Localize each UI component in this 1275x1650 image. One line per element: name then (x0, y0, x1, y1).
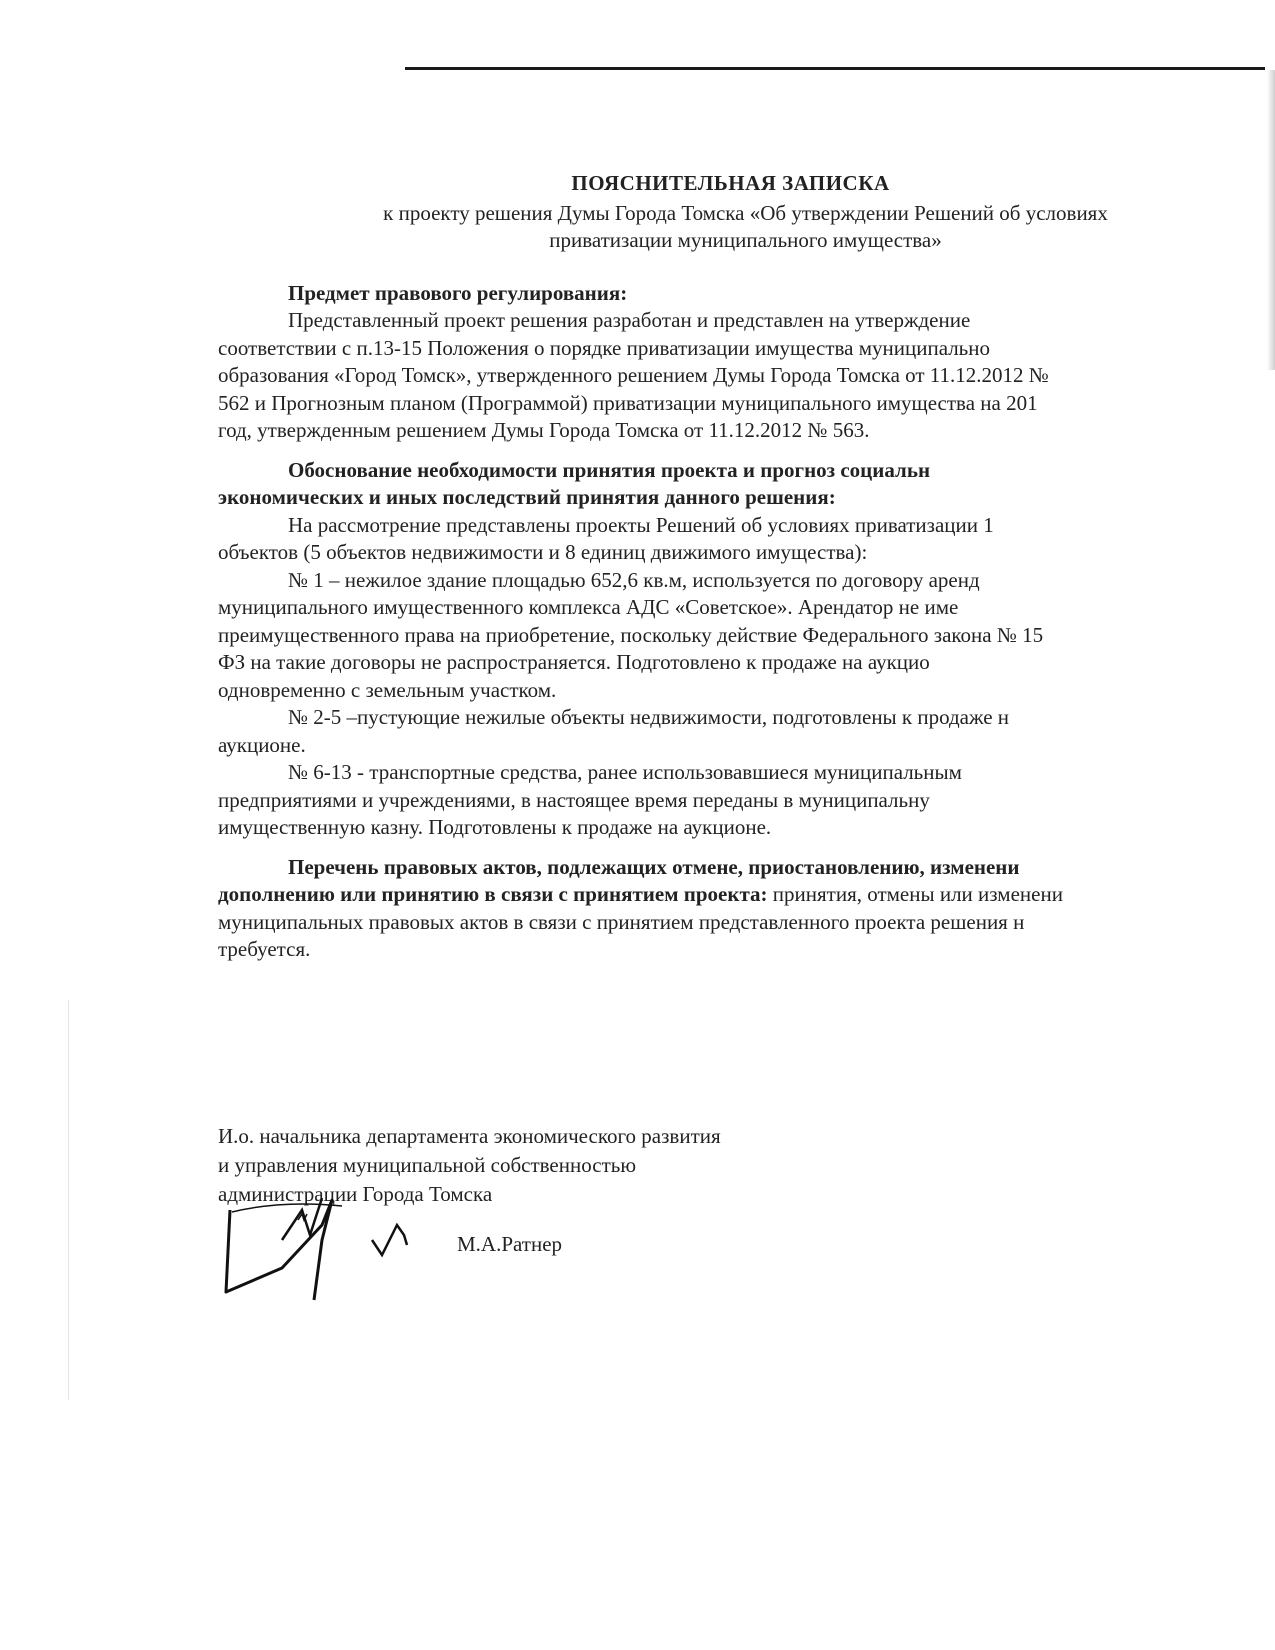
section3-line-2-tail: принятия, отмены или изменени (767, 882, 1063, 906)
section3-line-2 (218, 881, 1213, 909)
section1-line: образования «Город Томск», утвержденного решением Думы Города Томска от 11.12.2012 № (218, 363, 1049, 387)
scan-left-edge (68, 1000, 69, 1400)
section1-line: Представленный проект решения разработан и представлен на утверждение (288, 308, 971, 332)
item1-line: ФЗ на такие договоры не распространяется. Подготовлено к продаже на аукцио (218, 650, 930, 674)
section1-line: соответствии с п.13-15 Положения о порядке приватизации имущества муниципально (218, 335, 990, 360)
item1-line: № 1 – нежилое здание площадью 652,6 кв.м, используется по договору аренд (288, 567, 980, 592)
item2-line: аукционе. (218, 732, 306, 757)
signatory-name: М.А.Ратнер (457, 1232, 563, 1256)
section1-line: 562 и Прогнозным планом (Программой) приватизации муниципального имущества на 201 (218, 390, 1038, 415)
section2-heading-line-1: Обоснование необходимости принятия проекта и прогноз социальн (288, 457, 931, 482)
section3-line: муниципальных правовых актов в связи с принятием представленного проекта решения н (218, 909, 1025, 934)
section2-heading-line-2: экономических и иных последствий принятия данного решения: (218, 485, 836, 509)
scan-edge-shadow (1267, 70, 1275, 370)
handwritten-signature-icon (222, 1180, 422, 1305)
signatory-position-line-2: и управления муниципальной собственностью (218, 1153, 637, 1177)
document-body (218, 170, 1213, 964)
section3-line: требуется. (218, 937, 311, 961)
item3-line: предприятиями и учреждениями, в настоящее время переданы в муниципальну (218, 787, 930, 812)
item1-line: одновременно с земельным участком. (218, 677, 557, 702)
section2-intro-line: На рассмотрение представлены проекты Решений об условиях приватизации 1 (288, 512, 994, 537)
top-border-line (405, 67, 1265, 70)
item1-line: муниципального имущественного комплекса АДС «Советское». Арендатор не име (218, 595, 959, 619)
item2-line: № 2-5 –пустующие нежилые объекты недвижимости, подготовлены к продаже н (288, 705, 1010, 729)
section1-heading: Предмет правового регулирования: (288, 280, 628, 305)
signatory-position-line-1: И.о. начальника департамента экономического развития (218, 1124, 721, 1148)
document-subtitle-line-1: к проекту решения Думы Города Томска «Об утверждении Решений об условиях (383, 200, 1108, 225)
item3-line: имущественную казну. Подготовлены к продаже на аукционе. (218, 815, 772, 839)
section3-heading-line-2: дополнению или принятию в связи с принятием проекта: (218, 882, 768, 906)
item1-line: преимущественного права на приобретение, поскольку действие Федерального закона № 15 (218, 622, 1044, 647)
document-title: ПОЯСНИТЕЛЬНАЯ ЗАПИСКА (571, 171, 890, 195)
document-subtitle-line-2: приватизации муниципального имущества» (549, 228, 942, 252)
section1-line: год, утвержденным решением Думы Города Томска от 11.12.2012 № 563. (218, 418, 870, 442)
section3-heading-line-1: Перечень правовых актов, подлежащих отмене, приостановлению, изменени (288, 854, 1020, 879)
item3-line: № 6-13 - транспортные средства, ранее использовавшиеся муниципальным (288, 760, 962, 784)
signatory-position-line-3: администрации Города Томска (218, 1182, 493, 1206)
section2-intro-line: объектов (5 объектов недвижимости и 8 единиц движимого имущества): (218, 540, 868, 564)
